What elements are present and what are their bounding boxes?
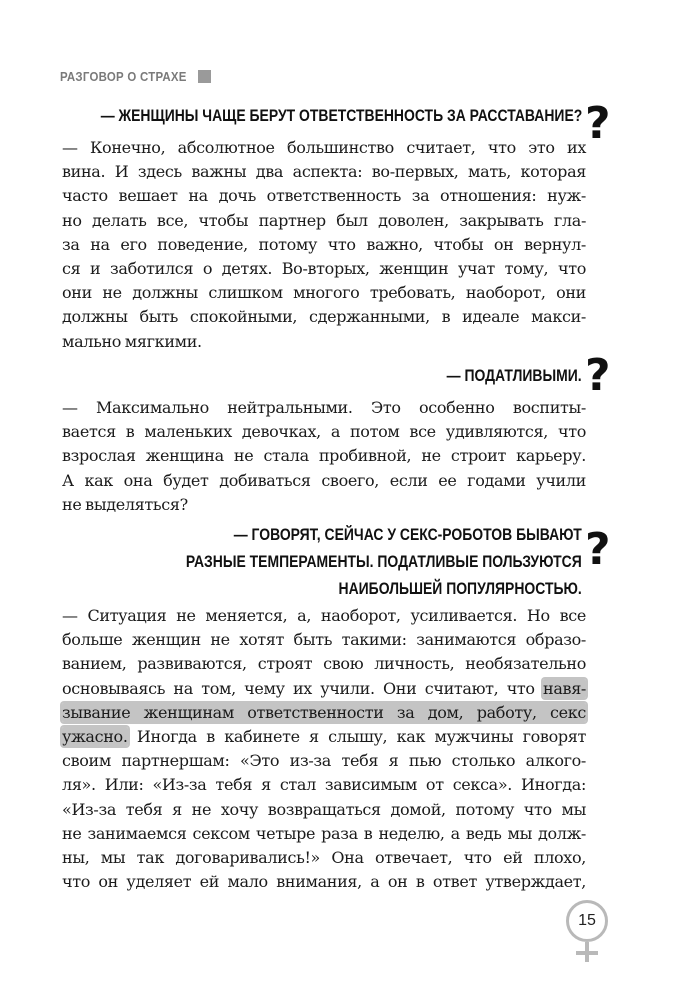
text-line: но делать все, чтобы партнер был доволен, закрывать гла- (62, 210, 586, 230)
question-line: — ГОВОРЯТ, СЕЙЧАС У СЕКС-РОБОТОВ БЫВАЮТ (234, 525, 582, 544)
answer-1 (62, 136, 586, 354)
question-1 (100, 102, 582, 129)
text-line: ся и заботился о детях. Во-вторых, женщин учат тому, что (62, 258, 586, 278)
text-line: часто вешает на дочь ответственность за отношения: нуж- (62, 186, 586, 206)
text-line: взрослая женщина не стала пробивной, не строит карьеру. (62, 446, 586, 466)
question-3 (186, 521, 582, 602)
text-line: не занимаемся сексом четыре раза в неделю, а ведь мы долж- (62, 823, 586, 843)
question-line: РАЗНЫЕ ТЕМПЕРАМЕНТЫ. ПОДАТЛИВЫЕ ПОЛЬЗУЮТСЯ (186, 552, 582, 571)
answer-3 (62, 604, 586, 894)
text-line (62, 677, 586, 701)
text-line: вина. И здесь важны два аспекта: во-первых, мать, которая (62, 162, 586, 182)
female-symbol-crossbar (576, 951, 598, 955)
text-line: они не должны слишком многого требовать, наоборот, они (62, 283, 586, 303)
text-segment: основываясь на том, чему их учили. Они считают, что (62, 678, 544, 698)
text-line: больше женщин не хотят быть такими: занимаются образо- (62, 630, 586, 650)
text-line: должны быть спокойными, сдержанными, в идеале макси- (62, 307, 586, 327)
text-line: — Конечно, абсолютное большинство считает, что это их (62, 138, 586, 157)
text-segment: Иногда в кабинете я слышу, как мужчины говорят (127, 726, 586, 746)
text-line: мально мягкими. (62, 331, 202, 351)
text-line: — Максимально нейтральными. Это особенно воспиты- (62, 398, 586, 417)
text-line: вается в маленьких девочках, а потом все удивляются, что (62, 422, 586, 442)
header-title: РАЗГОВОР О СТРАХЕ (60, 68, 187, 84)
text-line: ны, мы так договаривались!» Она отвечает, что ей плохо, (62, 847, 586, 867)
answer-2 (62, 396, 586, 517)
text-line (62, 725, 586, 749)
text-line: А как она будет добиваться своего, если ее годами учили (62, 470, 586, 490)
question-line: — ЖЕНЩИНЫ ЧАЩЕ БЕРУТ ОТВЕТСТВЕННОСТЬ ЗА РАССТАВАНИЕ? (100, 106, 582, 125)
question-line: НАИБОЛЬШЕЙ ПОПУЛЯРНОСТЬЮ. (338, 579, 582, 598)
text-line: — Ситуация не меняется, а, наоборот, усиливается. Но все (62, 606, 586, 625)
page-number-badge (566, 900, 608, 942)
question-mark-icon: ? (585, 350, 611, 401)
text-line: за на его поведение, потому что важно, чтобы он вернул- (62, 234, 586, 254)
header-square-ornament (198, 70, 211, 83)
text-line (62, 701, 586, 725)
text-line: не выделяться? (62, 494, 188, 514)
text-line: своим партнершам: «Это из-за тебя я пью столько алкого- (62, 751, 586, 771)
page-number: 15 (578, 912, 596, 929)
question-line: — ПОДАТЛИВЫМИ. (447, 366, 582, 385)
question-mark-icon: ? (585, 524, 611, 575)
text-line: что он уделяет ей мало внимания, а он в ответ утверждает, (62, 872, 586, 892)
highlighted-text: навя- (543, 678, 586, 698)
text-line: ванием, развиваются, строят свою личность, необязательно (62, 654, 586, 674)
question-2 (447, 362, 582, 389)
highlighted-text: зывание женщинам ответственности за дом, работу, секс (62, 702, 586, 722)
question-mark-icon: ? (585, 98, 611, 149)
highlighted-text: ужасно. (62, 726, 128, 746)
running-header (60, 66, 211, 86)
text-line: «Из-за тебя я не хочу возвращаться домой, потому что мы (62, 799, 586, 819)
text-line: ля». Или: «Из-за тебя я стал зависимым от секса». Иногда: (62, 775, 586, 795)
